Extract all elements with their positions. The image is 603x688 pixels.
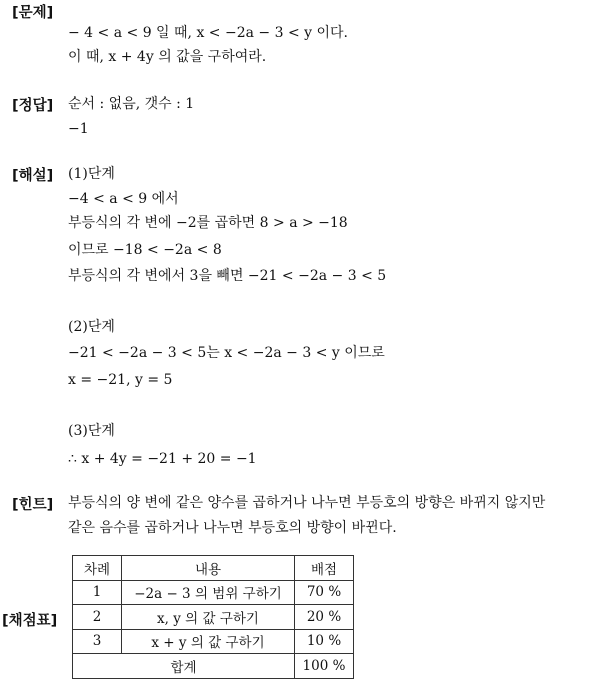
solution-line: −21 < −2a − 3 < 5는 x < −2a − 3 < y 이므로 (68, 345, 385, 361)
table-row (73, 605, 354, 630)
solution-line: x = −21, y = 5 (68, 372, 173, 388)
answer-label: [정답] (12, 98, 54, 114)
table-total-row (73, 654, 354, 679)
problem-label: [문제] (12, 5, 54, 21)
table-cell: x + y 의 값 구하기 (122, 629, 295, 654)
solution-line: −4 < a < 9 에서 (68, 191, 179, 207)
answer-line: 순서 : 없음, 갯수 : 1 (68, 96, 195, 112)
table-header-row (73, 556, 354, 581)
table-cell: 70 % (295, 580, 354, 605)
total-value: 100 % (295, 654, 354, 679)
table-cell: 10 % (295, 629, 354, 654)
table-row (73, 629, 354, 654)
answer-line: −1 (68, 121, 89, 137)
header-cell: 차례 (73, 556, 122, 581)
table-cell: 20 % (295, 605, 354, 630)
hint-label: [힌트] (12, 497, 54, 513)
table-row (73, 580, 354, 605)
table-cell: −2a − 3 의 범위 구하기 (122, 580, 295, 605)
solution-line: ∴ x + 4y = −21 + 20 = −1 (68, 451, 257, 467)
scoring-table (72, 555, 354, 679)
solution-line: (3)단계 (68, 423, 115, 439)
table-cell: 1 (73, 580, 122, 605)
problem-line: 이 때, x + 4y 의 값을 구하여라. (68, 49, 267, 65)
total-label: 합계 (73, 654, 295, 679)
header-cell: 배점 (295, 556, 354, 581)
solution-line: 부등식의 각 변에서 3을 빼면 −21 < −2a − 3 < 5 (68, 268, 387, 284)
scoring-label: [채점표] (2, 613, 58, 629)
problem-line: − 4 < a < 9 일 때, x < −2a − 3 < y 이다. (68, 25, 348, 41)
hint-line: 같은 음수를 곱하거나 나누면 부등호의 방향이 바뀐다. (68, 520, 397, 536)
solution-line: 부등식의 각 변에 −2를 곱하면 8 > a > −18 (68, 215, 348, 231)
solution-line: 이므로 −18 < −2a < 8 (68, 242, 222, 258)
hint-line: 부등식의 양 변에 같은 양수를 곱하거나 나누면 부등호의 방향은 바뀌지 않지만 (68, 495, 546, 511)
solution-label: [해설] (12, 168, 54, 184)
table-cell: x, y 의 값 구하기 (122, 605, 295, 630)
solution-line: (1)단계 (68, 166, 115, 182)
solution-line: (2)단계 (68, 319, 115, 335)
table-cell: 2 (73, 605, 122, 630)
header-cell: 내용 (122, 556, 295, 581)
table-cell: 3 (73, 629, 122, 654)
